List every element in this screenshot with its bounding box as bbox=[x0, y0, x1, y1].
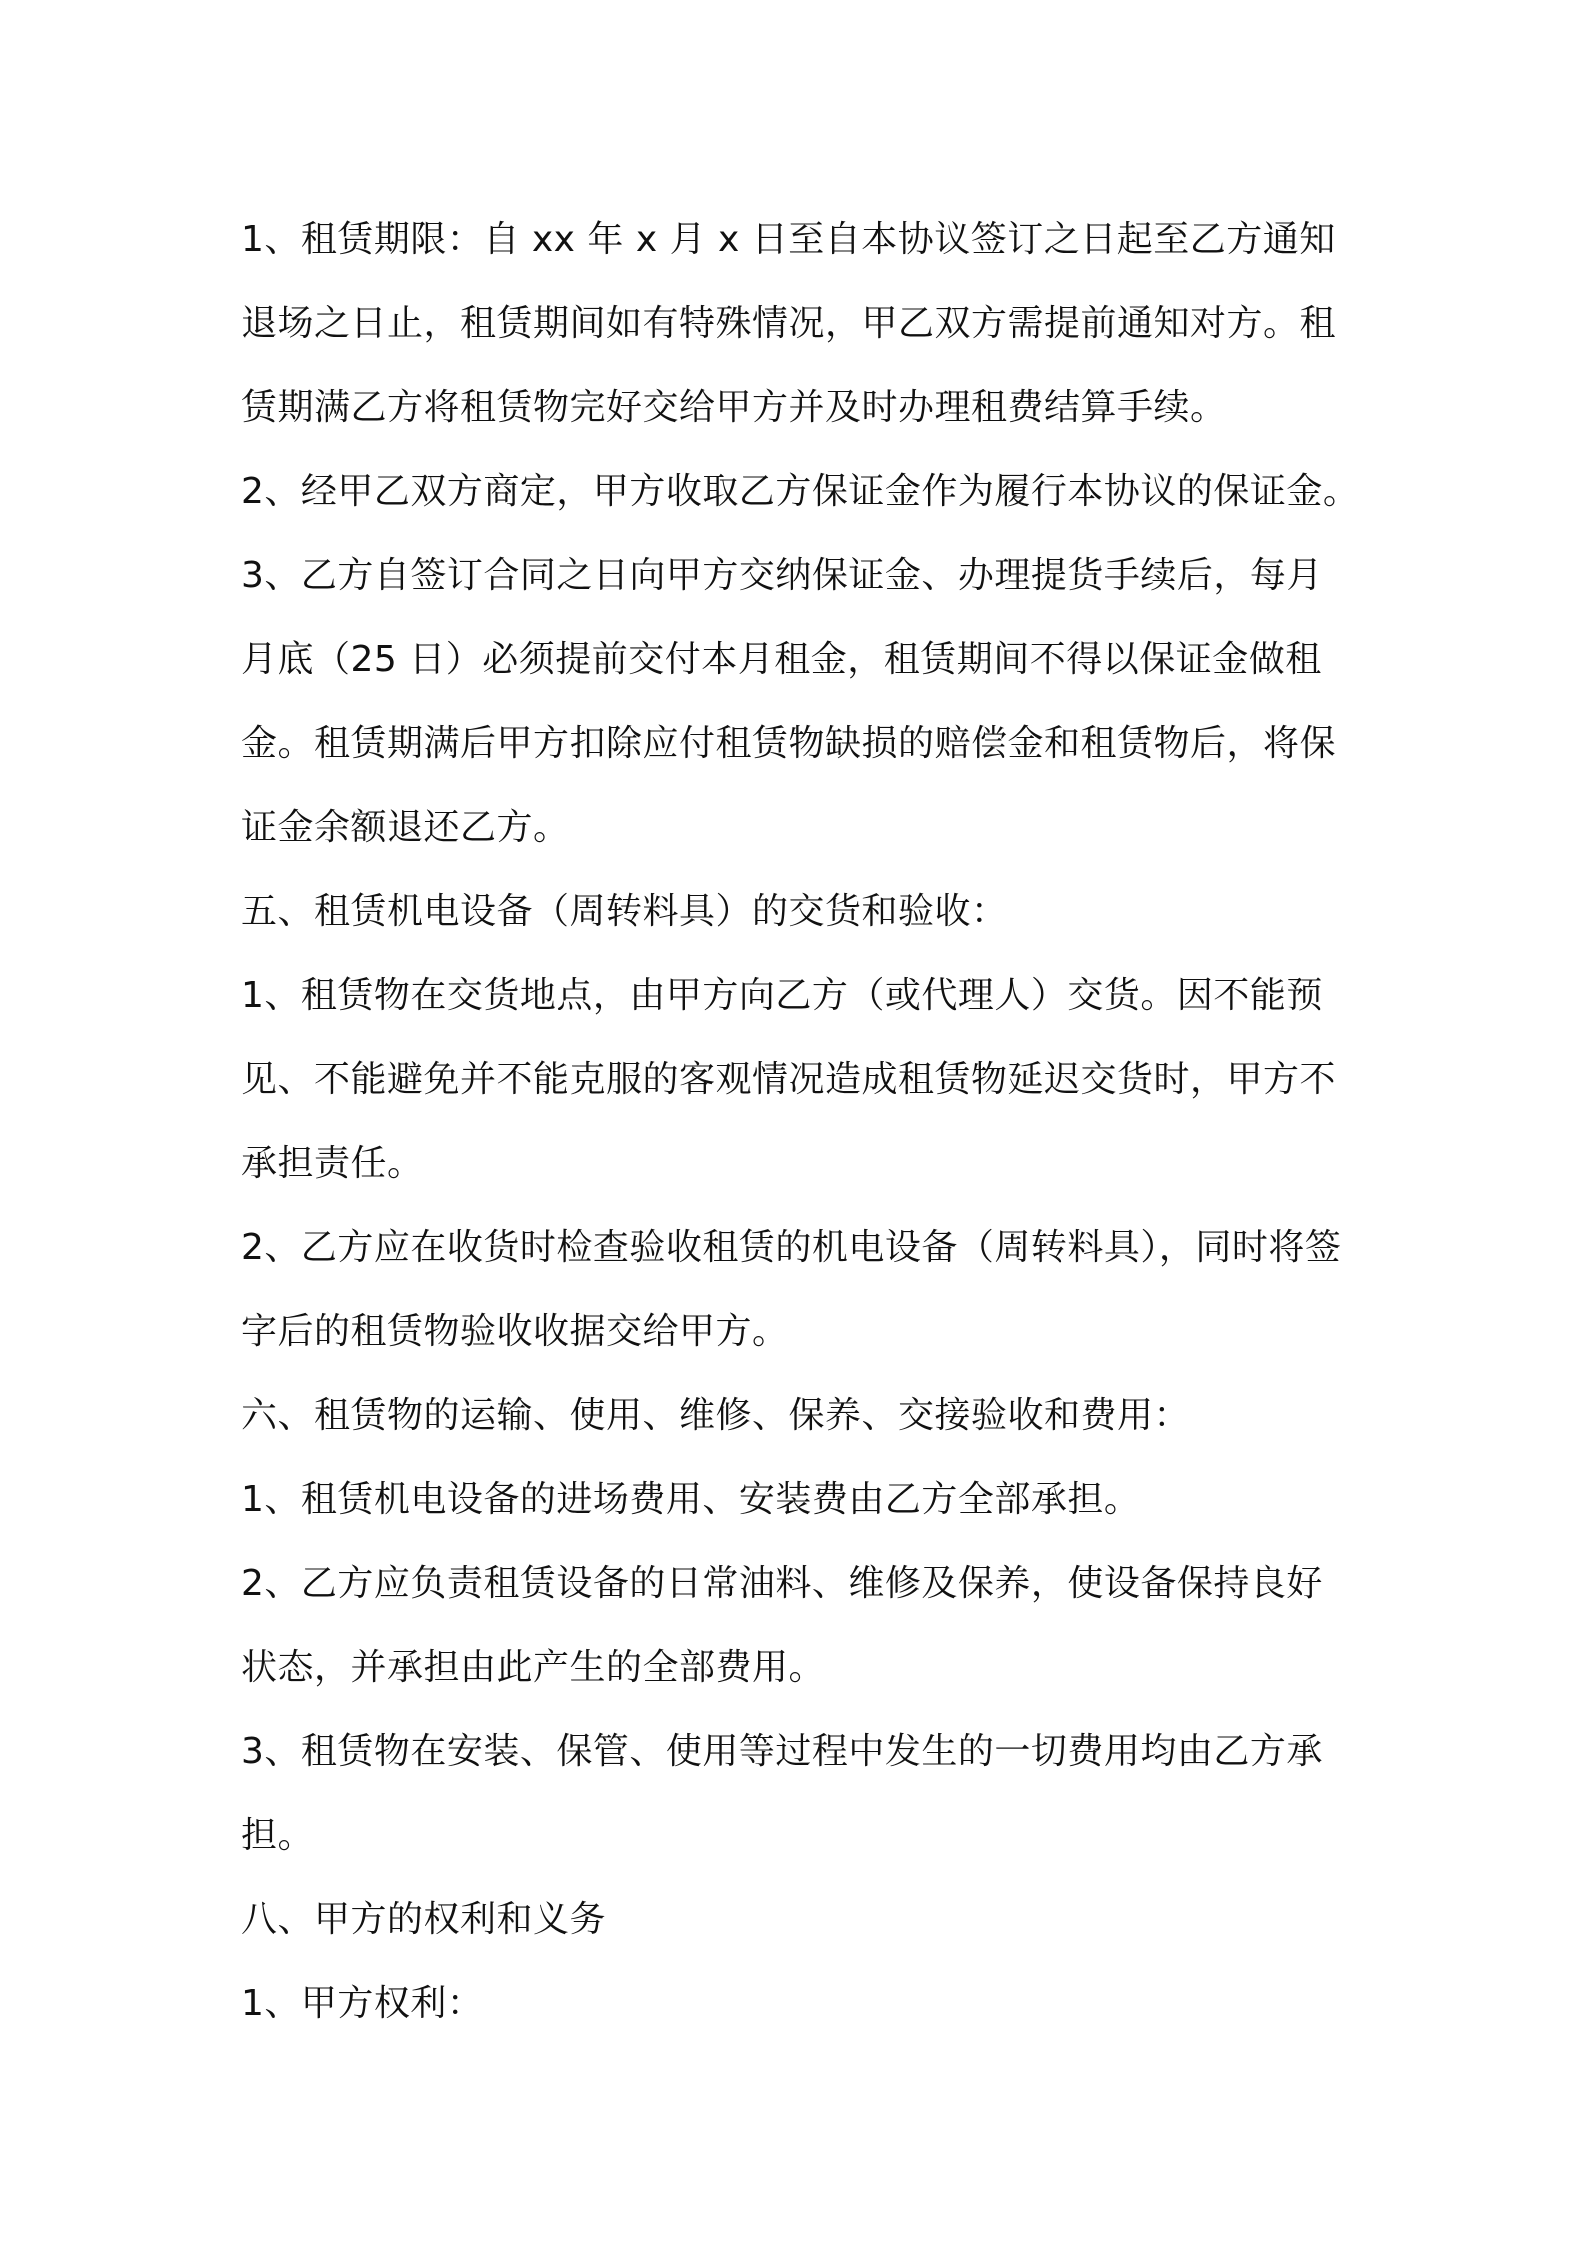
text-line: 月底（25 日）必须提前交付本月租金，租赁期间不得以保证金做租 bbox=[241, 639, 1322, 680]
text-line: 退场之日止，租赁期间如有特殊情况，甲乙双方需提前通知对方。租 bbox=[241, 303, 1337, 344]
text-line: 1、租赁物在交货地点，由甲方向乙方（或代理人）交货。因不能预 bbox=[241, 975, 1323, 1016]
text-line: 见、不能避免并不能克服的客观情况造成租赁物延迟交货时，甲方不 bbox=[241, 1059, 1337, 1100]
text-line: 字后的租赁物验收收据交给甲方。 bbox=[241, 1311, 789, 1352]
section-heading: 六、租赁物的运输、使用、维修、保养、交接验收和费用： bbox=[241, 1395, 1191, 1436]
section-heading: 八、甲方的权利和义务 bbox=[241, 1899, 607, 1940]
text-line: 证金余额退还乙方。 bbox=[241, 807, 570, 848]
text-line: 1、租赁期限：自 xx 年 x 月 x 日至自本协议签订之日起至乙方通知 bbox=[241, 219, 1336, 260]
document-body bbox=[241, 198, 1401, 2046]
text-line: 2、经甲乙双方商定，甲方收取乙方保证金作为履行本协议的保证金。 bbox=[241, 471, 1360, 512]
text-line: 1、甲方权利： bbox=[241, 1983, 484, 2024]
text-line: 赁期满乙方将租赁物完好交给甲方并及时办理租费结算手续。 bbox=[241, 387, 1227, 428]
text-line: 1、租赁机电设备的进场费用、安装费由乙方全部承担。 bbox=[241, 1479, 1141, 1520]
text-line: 2、乙方应在收货时检查验收租赁的机电设备（周转料具），同时将签 bbox=[241, 1227, 1342, 1268]
text-line: 金。租赁期满后甲方扣除应付租赁物缺损的赔偿金和租赁物后，将保 bbox=[241, 723, 1337, 764]
text-line: 3、乙方自签订合同之日向甲方交纳保证金、办理提货手续后，每月 bbox=[241, 555, 1323, 596]
text-line: 承担责任。 bbox=[241, 1143, 424, 1184]
text-line: 3、租赁物在安装、保管、使用等过程中发生的一切费用均由乙方承 bbox=[241, 1731, 1323, 1772]
text-line: 担。 bbox=[241, 1815, 315, 1856]
text-line: 2、乙方应负责租赁设备的日常油料、维修及保养，使设备保持良好 bbox=[241, 1563, 1323, 1604]
section-heading: 五、租赁机电设备（周转料具）的交货和验收： bbox=[241, 891, 1008, 932]
text-line: 状态，并承担由此产生的全部费用。 bbox=[241, 1647, 826, 1688]
